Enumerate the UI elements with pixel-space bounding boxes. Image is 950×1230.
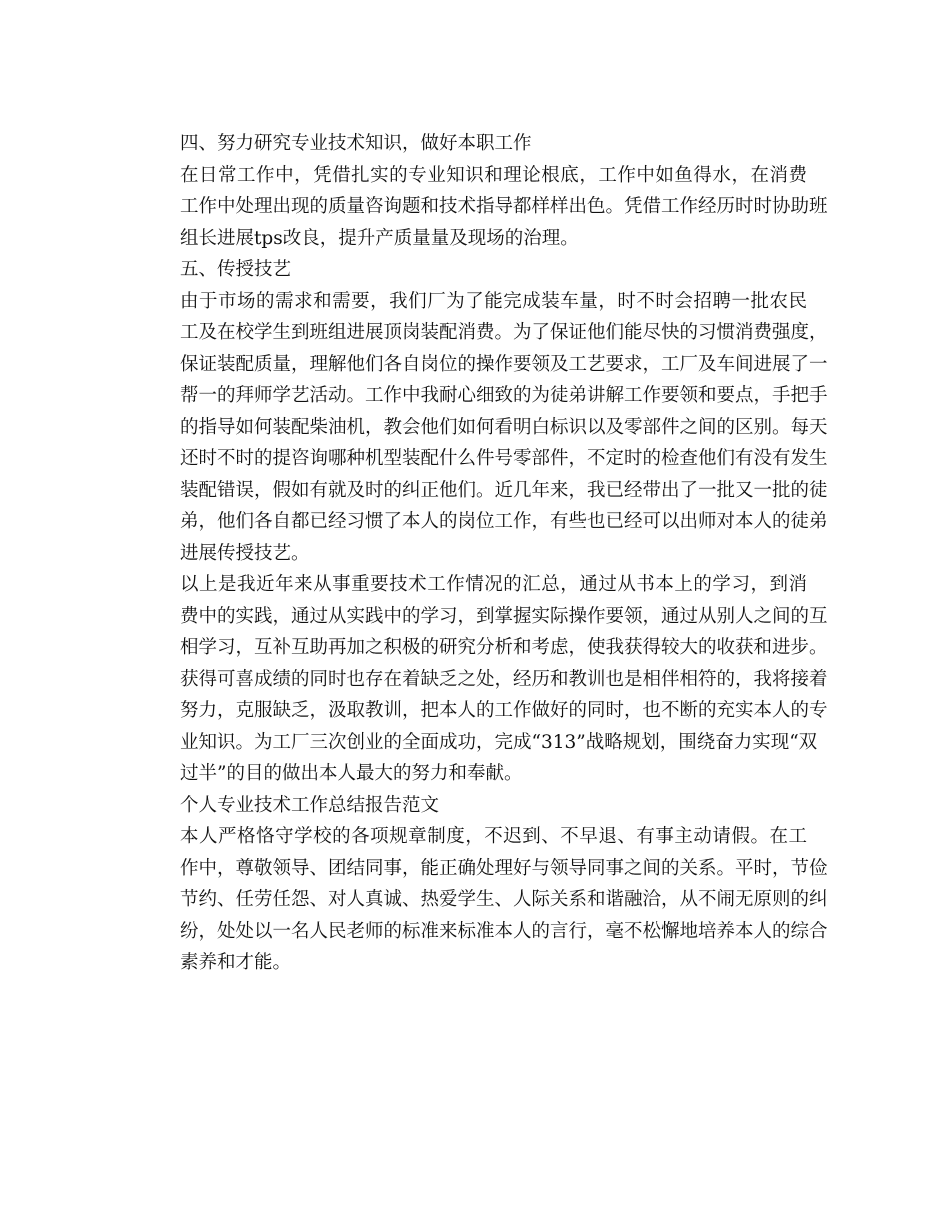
text-line: 装配错误，假如有就及时的纠正他们。近几年来，我已经带出了一批又一批的徒 — [180, 479, 828, 501]
text-line: 保证装配质量，理解他们各自岗位的操作要领及工艺要求，工厂及车间进展了一 — [180, 353, 828, 375]
text-line: 的指导如何装配柴油机，教会他们如何看明白标识以及零部件之间的区别。每天 — [180, 416, 828, 438]
text-line: 业知识。为工厂三次创业的全面成功，完成“313”战略规划，围绕奋力实现“双 — [180, 731, 818, 753]
text-line: 纷，处处以一名人民老师的标准来标准本人的言行，毫不松懈地培养本人的综合 — [180, 920, 828, 942]
text-line: 获得可喜成绩的同时也存在着缺乏之处，经历和教训也是相伴相符的，我将接着 — [180, 668, 828, 690]
text-line: 相学习，互补互助再加之积极的研究分析和考虑，使我获得较大的收获和进步。 — [180, 637, 828, 658]
text-line: 组长进展tps改良，提升产质量量及现场的治理。 — [180, 227, 579, 249]
text-line: 帮一的拜师学艺活动。工作中我耐心细致的为徒弟讲解工作要领和要点，手把手 — [180, 385, 828, 406]
text-line: 以上是我近年来从事重要技术工作情况的汇总，通过从书本上的学习，到消 — [180, 574, 807, 595]
text-line: 费中的实践，通过从实践中的学习，到掌握实际操作要领，通过从别人之间的互 — [180, 605, 828, 627]
report-title: 个人专业技术工作总结报告范文 — [180, 794, 440, 816]
text-line: 由于市场的需求和需要，我们厂为了能完成装车量，时不时会招聘一批农民 — [180, 290, 807, 312]
text-line: 进展传授技艺。 — [180, 542, 310, 564]
text-line: 工及在校学生到班组进展顶岗装配消费。为了保证他们能尽快的习惯消费强度， — [180, 322, 828, 343]
section-heading-5: 五、传授技艺 — [180, 259, 292, 280]
section-5-paragraph — [143, 286, 828, 570]
text-line: 在日常工作中，凭借扎实的专业知识和理论根底，工作中如鱼得水，在消费 — [180, 164, 807, 186]
text-line: 节约、任劳任怨、对人真诚、热爱学生、人际关系和谐融洽，从不闹无原则的纠 — [180, 889, 828, 910]
text-line: 过半”的目的做出本人最大的努力和奉献。 — [180, 763, 523, 784]
text-line: 工作中处理出现的质量咨询题和技术指导都样样出色。凭借工作经历时时协助班 — [180, 196, 828, 217]
report-paragraph — [143, 821, 828, 979]
text-line: 弟，他们各自都已经习惯了本人的岗位工作，有些也已经可以出师对本人的徒弟 — [180, 511, 828, 532]
text-line: 作中，尊敬领导、团结同事，能正确处理好与领导同事之间的关系。平时，节俭 — [180, 857, 828, 879]
text-line: 本人严格恪守学校的各项规章制度，不迟到、不早退、有事主动请假。在工 — [180, 826, 807, 847]
document-body — [143, 128, 828, 979]
summary-paragraph — [143, 569, 828, 790]
section-heading-4: 四、努力研究专业技术知识，做好本职工作 — [180, 133, 532, 154]
text-line: 还时不时的提咨询哪种机型装配什么件号零部件，不定时的检查他们有没有发生 — [180, 448, 828, 469]
text-line: 素养和才能。 — [180, 952, 292, 973]
section-4-paragraph — [143, 160, 828, 255]
text-line: 努力，克服缺乏，汲取教训，把本人的工作做好的同时，也不断的充实本人的专 — [180, 700, 828, 721]
